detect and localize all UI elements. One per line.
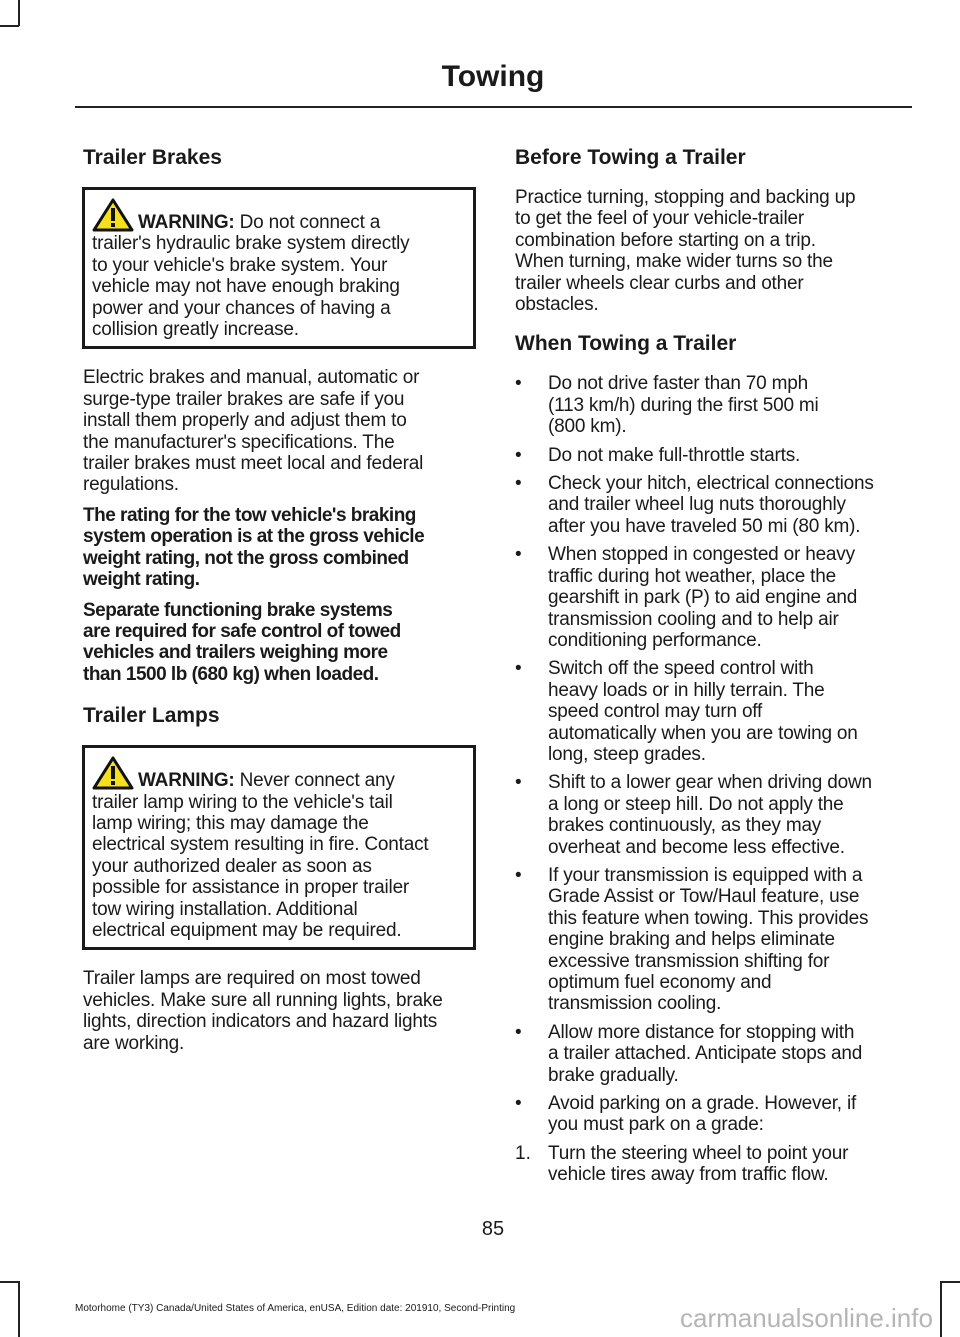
item-number: 1. <box>515 1142 531 1164</box>
bullet: • <box>515 1021 522 1043</box>
list-item <box>515 658 907 765</box>
list-item-text: Do not drive faster than 70 mph (113 km/h) during the first 500 mi (800 km). <box>548 373 819 438</box>
section-heading: Trailer Brakes <box>83 146 222 169</box>
crop-mark <box>940 1281 942 1337</box>
list-item <box>515 865 907 1015</box>
bold-note: The rating for the tow vehicle's braking system operation is at the gross vehicle weight rating, not the gross combined weight rating. <box>83 504 425 591</box>
list-item-text: Switch off the speed control with heavy loads or in hilly terrain. The speed control may turn off automatically when you are towing on long, steep grades. <box>548 658 858 765</box>
list-item-text: Turn the steering wheel to point your vehicle tires away from traffic flow. <box>548 1142 849 1186</box>
bullet: • <box>515 864 522 886</box>
crop-mark <box>18 1281 20 1337</box>
list-item-text: Shift to a lower gear when driving down a long or steep hill. Do not apply the brakes continuously, as they may overheat and become less effective. <box>548 772 872 858</box>
page-title: Towing <box>441 60 545 93</box>
list-item-text: Avoid parking on a grade. However, if you must park on a grade: <box>548 1093 857 1136</box>
bullet: • <box>515 1093 522 1115</box>
warning-triangle-icon <box>92 756 134 790</box>
crop-mark <box>18 0 20 26</box>
watermark: carmanualsonline.info <box>680 1303 933 1333</box>
crop-mark <box>0 1281 19 1283</box>
bullet: • <box>515 373 522 395</box>
warning-triangle-icon <box>92 198 134 232</box>
bullet: • <box>515 544 522 566</box>
warning-label: WARNING: <box>138 212 235 233</box>
right-column <box>515 145 907 1193</box>
warning-label: WARNING: <box>138 770 235 792</box>
bullet: • <box>515 444 522 466</box>
list-item <box>515 772 907 858</box>
header-divider <box>75 106 912 108</box>
list-item-text: Check your hitch, electrical connections and trailer wheel lug nuts thoroughly after you have traveled 50 mi (80 km). <box>548 473 874 537</box>
list-item-text: Do not make full-throttle starts. <box>548 444 801 466</box>
list-item <box>515 445 907 466</box>
crop-mark <box>0 25 19 27</box>
paragraph: Electric brakes and manual, automatic or surge-type trailer brakes are safe if you install them properly and adjust them to the manufacturer's specifications. The trailer brakes must meet local and federal regulations. <box>83 367 424 496</box>
warning-text: Do not connect a trailer's hydraulic brake system directly to your vehicle's brake system. Your vehicle may not have enough braking power and your chances of having a collision greatly increase. <box>92 212 410 341</box>
paragraph: Trailer lamps are required on most towed vehicles. Make sure all running lights, brake lights, direction indicators and hazard lights are working. <box>83 968 443 1054</box>
paragraph: Practice turning, stopping and backing up to get the feel of your vehicle-trailer combination before starting on a trip. When turning, make wider turns so the trailer wheels clear curbs and other obstacles. <box>515 187 856 316</box>
section-heading: When Towing a Trailer <box>515 332 737 356</box>
list-item <box>515 544 907 651</box>
page-number: 85 <box>481 1218 505 1240</box>
warning-text: Never connect any trailer lamp wiring to the vehicle's tail lamp wiring; this may damage the electrical system resulting in fire. Contact your authorized dealer as soon as possible for assistance in proper trailer tow wiring installation. Additional electrical equipment may be required. <box>92 770 429 941</box>
list-item <box>515 1022 907 1086</box>
bullet: • <box>515 658 522 680</box>
edition-footer: Motorhome (TY3) Canada/United States of America, enUSA, Edition date: 201910, Second-Printing <box>75 1303 516 1314</box>
list-item-text: If your transmission is equipped with a Grade Assist or Tow/Haul feature, use this feature when towing. This provides engine braking and helps eliminate excessive transmission shifting for optimum fuel economy and transmission cooling. <box>548 864 869 1015</box>
list-item-text: When stopped in congested or heavy traffic during hot weather, place the gearshift in park (P) to aid engine and transmission cooling and to help air conditioning performance. <box>548 544 858 651</box>
list-item <box>515 1093 907 1136</box>
section-heading: Before Towing a Trailer <box>515 146 746 169</box>
warning-box <box>82 745 476 950</box>
list-item-text: Allow more distance for stopping with a trailer attached. Anticipate stops and brake gradually. <box>548 1021 863 1086</box>
crop-mark <box>940 1281 960 1283</box>
numbered-item <box>515 1143 907 1186</box>
bullet-list <box>515 373 907 1185</box>
bold-note: Separate functioning brake systems are required for safe control of towed vehicles and trailers weighing more than 1500 lb (680 kg) when loaded. <box>83 599 401 685</box>
bullet: • <box>515 473 522 495</box>
section-heading: Trailer Lamps <box>83 704 220 728</box>
left-column <box>83 145 475 1063</box>
warning-box <box>82 187 476 349</box>
list-item <box>515 373 907 437</box>
list-item <box>515 473 907 537</box>
bullet: • <box>515 772 522 794</box>
